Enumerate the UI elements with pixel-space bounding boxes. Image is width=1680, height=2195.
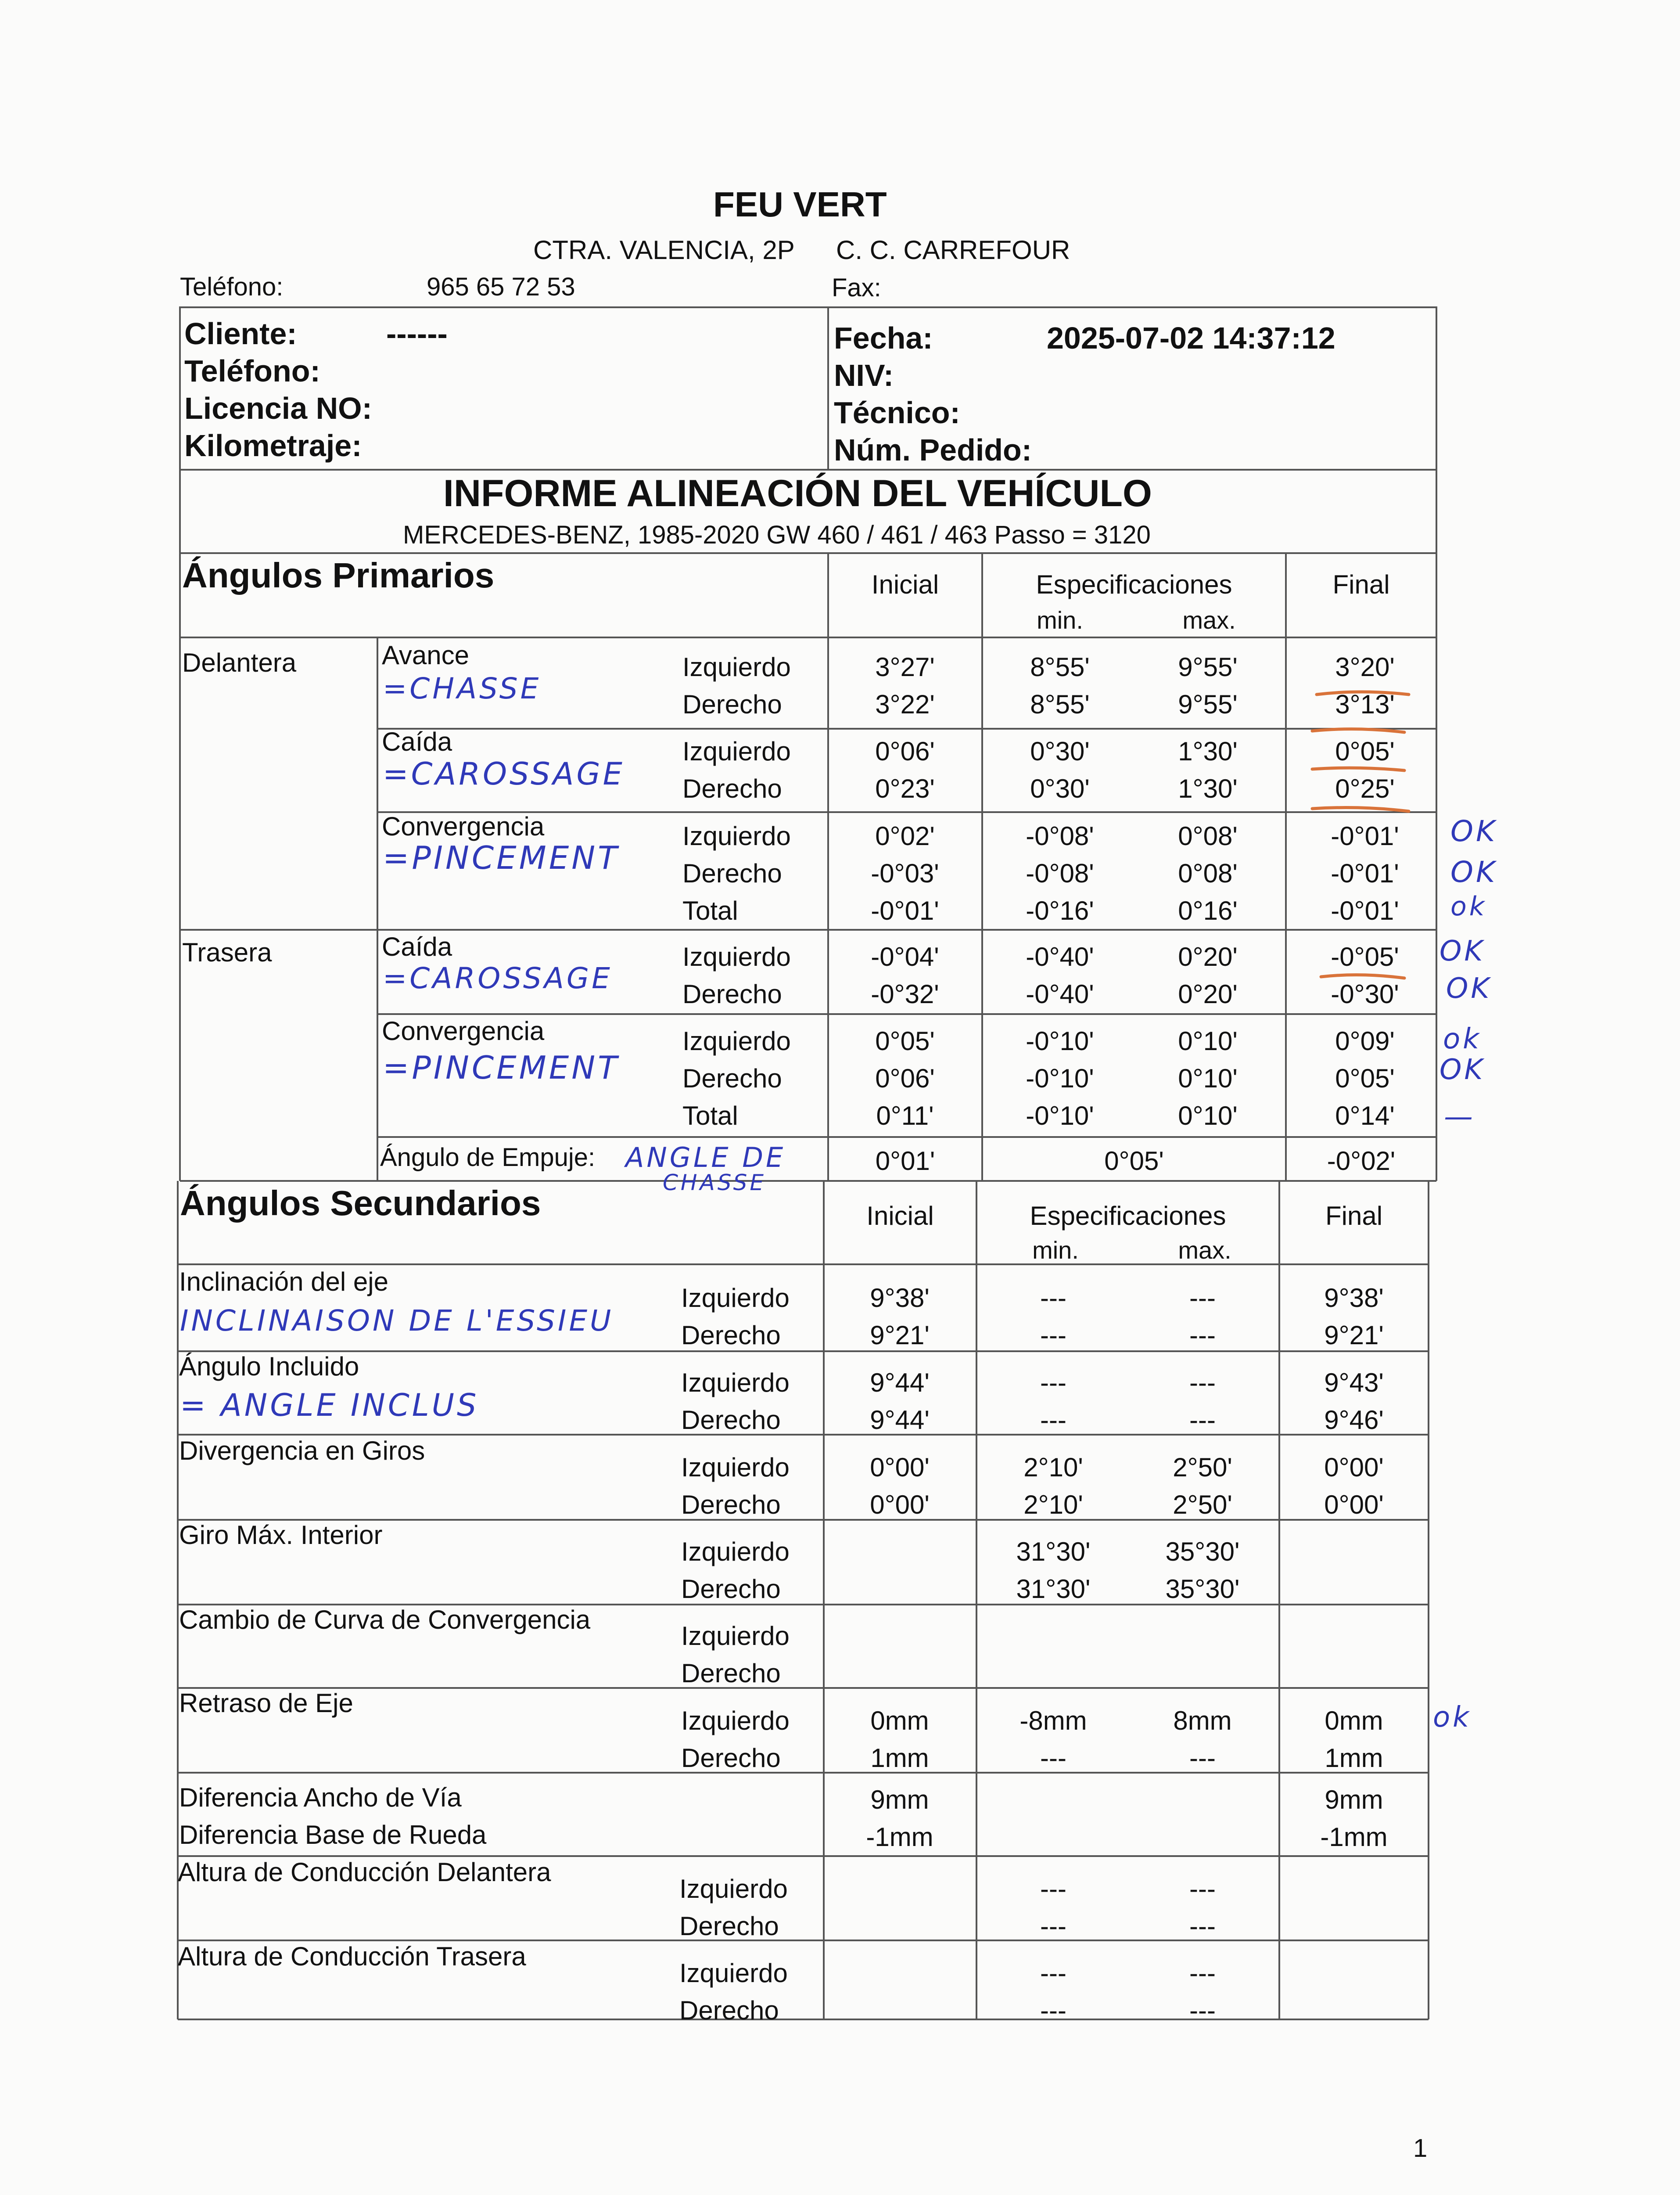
secundarios-max-value: 35°30' (1165, 1574, 1240, 1604)
side-label: Derecho (682, 979, 782, 1009)
report-title: INFORME ALINEACIÓN DEL VEHÍCULO (443, 472, 1152, 515)
handwritten-inclinaison: INCLINAISON DE L'ESSIEU (180, 1304, 614, 1338)
side-label: Derecho (681, 1574, 781, 1604)
secundarios-min-value: --- (1040, 1996, 1066, 2025)
primarios-max-value: 0°08' (1178, 821, 1238, 851)
primarios-inicial-value: -0°01' (871, 896, 939, 925)
primarios-min-value: -0°16' (1026, 896, 1094, 925)
side-label: Total (682, 1101, 738, 1130)
primarios-final-value: 0°05' (1335, 737, 1395, 766)
secundarios-final-value: 1mm (1325, 1743, 1383, 1773)
incluido-label: Ángulo Incluido (179, 1352, 359, 1381)
col-especificaciones-2: Especificaciones (1030, 1201, 1226, 1231)
secundarios-final-value: 9°43' (1324, 1368, 1384, 1397)
primarios-inicial-value: 0°06' (875, 1064, 935, 1093)
side-label: Derecho (679, 1996, 779, 2025)
side-label: Izquierdo (681, 1368, 790, 1397)
primarios-max-value: 0°20' (1178, 979, 1238, 1009)
handwritten-carrossage: =CAROSSAGE (383, 756, 625, 792)
empuje-inicial: 0°01' (875, 1146, 935, 1176)
primarios-max-value: 1°30' (1178, 774, 1238, 803)
primarios-inicial-value: 0°23' (875, 774, 935, 803)
secundarios-min-value: --- (1040, 1958, 1066, 1988)
primarios-min-value: -0°08' (1026, 821, 1094, 851)
primarios-max-value: 0°10' (1178, 1101, 1238, 1130)
fax-label: Fax: (832, 273, 881, 302)
side-label: Derecho (679, 1911, 779, 1941)
primarios-max-value: 0°10' (1178, 1026, 1238, 1056)
secundarios-min-value: --- (1040, 1743, 1066, 1773)
col-final-2: Final (1325, 1201, 1383, 1231)
side-label: Izquierdo (681, 1621, 790, 1651)
primarios-final-value: 0°25' (1335, 774, 1395, 803)
secundarios-min-value: 31°30' (1016, 1537, 1091, 1566)
primarios-final-value: -0°05' (1331, 942, 1399, 972)
side-label: Izquierdo (681, 1537, 790, 1566)
side-label: Derecho (681, 1321, 781, 1350)
retraso-label: Retraso de Eje (179, 1688, 353, 1718)
secundarios-max-value: --- (1189, 1996, 1216, 2025)
primarios-max-value: 0°16' (1178, 896, 1238, 925)
side-label: Derecho (681, 1743, 781, 1773)
side-label: Izquierdo (681, 1283, 790, 1313)
col-inicial: Inicial (871, 570, 939, 599)
secundarios-min-value: --- (1040, 1283, 1066, 1313)
altura-delantera-label: Altura de Conducción Delantera (178, 1857, 551, 1887)
inclinacion-label: Inclinación del eje (179, 1267, 388, 1296)
primarios-inicial-value: 0°02' (875, 821, 935, 851)
primarios-final-value: 0°09' (1335, 1026, 1395, 1056)
primarios-min-value: 8°55' (1030, 652, 1090, 682)
empuje-label: Ángulo de Empuje: (380, 1143, 596, 1172)
secundarios-inicial-value: 9°38' (870, 1283, 930, 1313)
base-label: Diferencia Base de Rueda (179, 1820, 487, 1850)
telefono-label: Teléfono: (184, 354, 320, 388)
primarios-inicial-value: -0°03' (871, 859, 939, 888)
ok-mark: OK (1439, 935, 1486, 968)
phone-label: Teléfono: (180, 273, 284, 301)
col-min-2: min. (1032, 1236, 1079, 1264)
address-right: C. C. CARREFOUR (836, 235, 1070, 265)
side-label: Izquierdo (682, 821, 791, 851)
primarios-inicial-value: -0°04' (871, 942, 939, 972)
address-left: CTRA. VALENCIA, 2P (533, 235, 795, 265)
col-max: max. (1182, 606, 1236, 634)
side-label: Izquierdo (679, 1958, 788, 1988)
avance-label: Avance (382, 641, 470, 670)
secundarios-min-value: 2°10' (1023, 1453, 1083, 1482)
niv-label: NIV: (834, 358, 894, 392)
secundarios-inicial-value: -1mm (866, 1822, 933, 1852)
primarios-min-value: 8°55' (1030, 690, 1090, 719)
secundarios-min-value: -8mm (1019, 1706, 1087, 1735)
side-label: Izquierdo (681, 1453, 790, 1482)
secundarios-max-value: --- (1189, 1368, 1216, 1397)
secundarios-inicial-value: 9°44' (870, 1405, 930, 1435)
primarios-min-value: -0°40' (1026, 942, 1094, 972)
caida-trasera-label: Caída (382, 932, 452, 961)
cambio-label: Cambio de Curva de Convergencia (179, 1605, 591, 1634)
secundarios-max-value: --- (1189, 1911, 1216, 1941)
secundarios-inicial-value: 0°00' (870, 1490, 930, 1519)
divergencia-label: Divergencia en Giros (179, 1436, 425, 1465)
side-label: Izquierdo (682, 1026, 791, 1056)
secundarios-min-value: --- (1040, 1911, 1066, 1941)
ok-mark: ok (1443, 1023, 1482, 1055)
primarios-inicial-value: 3°27' (875, 652, 935, 682)
primarios-final-value: -0°01' (1331, 859, 1399, 888)
primarios-max-value: 0°20' (1178, 942, 1238, 972)
altura-trasera-label: Altura de Conducción Trasera (178, 1942, 526, 1971)
side-label: Derecho (681, 1490, 781, 1519)
ok-mark: OK (1450, 814, 1498, 848)
secundarios-max-value: --- (1189, 1283, 1216, 1313)
primarios-inicial-value: 0°05' (875, 1026, 935, 1056)
secundarios-final-value: 9°46' (1324, 1405, 1384, 1435)
handwritten-carrossage-2: =CAROSSAGE (383, 961, 613, 995)
page-number: 1 (1413, 2134, 1428, 2163)
primarios-max-value: 0°08' (1178, 859, 1238, 888)
primarios-final-value: 0°14' (1335, 1101, 1395, 1130)
col-final: Final (1332, 570, 1390, 599)
primarios-inicial-value: -0°32' (871, 979, 939, 1009)
primarios-min-value: -0°40' (1026, 979, 1094, 1009)
side-label: Izquierdo (682, 737, 791, 766)
empuje-final: -0°02' (1327, 1146, 1396, 1176)
primarios-min-value: 0°30' (1030, 774, 1090, 803)
secundarios-inicial-value: 0mm (870, 1706, 929, 1735)
primarios-title: Ángulos Primarios (182, 556, 495, 595)
primarios-min-value: -0°10' (1026, 1064, 1094, 1093)
primarios-max-value: 0°10' (1178, 1064, 1238, 1093)
convergencia-label: Convergencia (382, 812, 545, 841)
primarios-final-value: -0°30' (1331, 979, 1399, 1009)
col-inicial-2: Inicial (866, 1201, 934, 1231)
secundarios-inicial-value: 9°21' (870, 1321, 930, 1350)
side-label: Izquierdo (681, 1706, 790, 1735)
side-label: Derecho (681, 1659, 781, 1688)
ok-mark: OK (1446, 972, 1492, 1005)
caida-label: Caída (382, 727, 452, 756)
side-label: Izquierdo (679, 1874, 788, 1904)
convergencia-trasera-label: Convergencia (382, 1016, 545, 1046)
secundarios-max-value: 8mm (1173, 1706, 1232, 1735)
side-label: Derecho (682, 690, 782, 719)
secundarios-inicial-value: 0°00' (870, 1453, 930, 1482)
vehicle-description: MERCEDES-BENZ, 1985-2020 GW 460 / 461 / 463 Passo = 3120 (403, 521, 1151, 549)
kilometraje-label: Kilometraje: (184, 428, 362, 463)
col-especificaciones: Especificaciones (1036, 570, 1232, 599)
secundarios-inicial-value: 9°44' (870, 1368, 930, 1397)
ancho-label: Diferencia Ancho de Vía (179, 1783, 462, 1812)
side-label: Izquierdo (682, 942, 791, 972)
secundarios-title: Ángulos Secundarios (180, 1184, 541, 1223)
handwritten-angle-de: ANGLE DE (625, 1141, 786, 1173)
secundarios-max-value: --- (1189, 1874, 1216, 1904)
secundarios-inicial-value: 1mm (870, 1743, 929, 1773)
fecha-value: 2025-07-02 14:37:12 (1047, 321, 1335, 355)
cliente-label: Cliente: (184, 317, 297, 351)
cliente-value: ------ (386, 317, 448, 351)
primarios-min-value: -0°10' (1026, 1101, 1094, 1130)
ok-mark: OK (1450, 855, 1498, 889)
empuje-spec: 0°05' (1104, 1146, 1164, 1176)
side-label: Derecho (682, 1064, 782, 1093)
secundarios-max-value: --- (1189, 1958, 1216, 1988)
handwritten-pincement: =PINCEMENT (383, 839, 620, 876)
primarios-final-value: -0°01' (1331, 821, 1399, 851)
handwritten-pincement-2: =PINCEMENT (383, 1049, 620, 1086)
secundarios-min-value: --- (1040, 1321, 1066, 1350)
secundarios-final-value: -1mm (1320, 1822, 1388, 1852)
side-label: Total (682, 896, 738, 925)
primarios-inicial-value: 0°06' (875, 737, 935, 766)
secundarios-max-value: --- (1189, 1405, 1216, 1435)
secundarios-min-value: 31°30' (1016, 1574, 1091, 1604)
side-label: Derecho (682, 859, 782, 888)
ok-mark: ok (1450, 891, 1487, 922)
secundarios-max-value: --- (1189, 1321, 1216, 1350)
col-min: min. (1037, 606, 1083, 634)
handwritten-chasse: =CHASSE (383, 672, 542, 705)
primarios-final-value: -0°01' (1331, 896, 1399, 925)
col-max-2: max. (1178, 1236, 1231, 1264)
secundarios-min-value: --- (1040, 1368, 1066, 1397)
side-label: Derecho (682, 774, 782, 803)
secundarios-max-value: 35°30' (1165, 1537, 1240, 1566)
secundarios-min-value: 2°10' (1023, 1490, 1083, 1519)
trasera-label: Trasera (182, 938, 272, 967)
secundarios-final-value: 9mm (1325, 1785, 1383, 1814)
primarios-max-value: 9°55' (1178, 690, 1238, 719)
secundarios-max-value: 2°50' (1173, 1490, 1232, 1519)
primarios-inicial-value: 0°11' (876, 1101, 934, 1130)
fecha-label: Fecha: (834, 321, 933, 355)
primarios-final-value: 3°20' (1335, 652, 1395, 682)
primarios-max-value: 9°55' (1178, 652, 1238, 682)
secundarios-final-value: 9°21' (1324, 1321, 1384, 1350)
secundarios-final-value: 0°00' (1324, 1490, 1384, 1519)
secundarios-min-value: --- (1040, 1874, 1066, 1904)
tecnico-label: Técnico: (834, 396, 960, 430)
primarios-min-value: -0°08' (1026, 859, 1094, 888)
primarios-inicial-value: 3°22' (875, 690, 935, 719)
ok-mark: OK (1439, 1054, 1486, 1086)
side-label: Derecho (681, 1405, 781, 1435)
handwritten-chasse-2: CHASSE (663, 1170, 766, 1195)
secundarios-inicial-value: 9mm (870, 1785, 929, 1814)
licencia-label: Licencia NO: (184, 391, 372, 425)
handwritten-angle-inclus: = ANGLE INCLUS (180, 1387, 479, 1423)
dash-mark: — (1444, 1100, 1475, 1133)
company-name: FEU VERT (713, 185, 887, 224)
secundarios-final-value: 0°00' (1324, 1453, 1384, 1482)
secundarios-final-value: 9°38' (1324, 1283, 1384, 1313)
primarios-min-value: -0°10' (1026, 1026, 1094, 1056)
delantera-label: Delantera (182, 648, 297, 677)
primarios-min-value: 0°30' (1030, 737, 1090, 766)
secundarios-max-value: 2°50' (1173, 1453, 1232, 1482)
primarios-final-value: 3°13' (1335, 690, 1395, 719)
primarios-max-value: 1°30' (1178, 737, 1238, 766)
ok-mark: ok (1433, 1701, 1472, 1734)
side-label: Izquierdo (682, 652, 791, 682)
pedido-label: Núm. Pedido: (834, 433, 1032, 467)
secundarios-final-value: 0mm (1325, 1706, 1383, 1735)
primarios-final-value: 0°05' (1335, 1064, 1395, 1093)
giro-label: Giro Máx. Interior (179, 1520, 383, 1550)
secundarios-min-value: --- (1040, 1405, 1066, 1435)
phone-value: 965 65 72 53 (427, 273, 575, 301)
secundarios-max-value: --- (1189, 1743, 1216, 1773)
